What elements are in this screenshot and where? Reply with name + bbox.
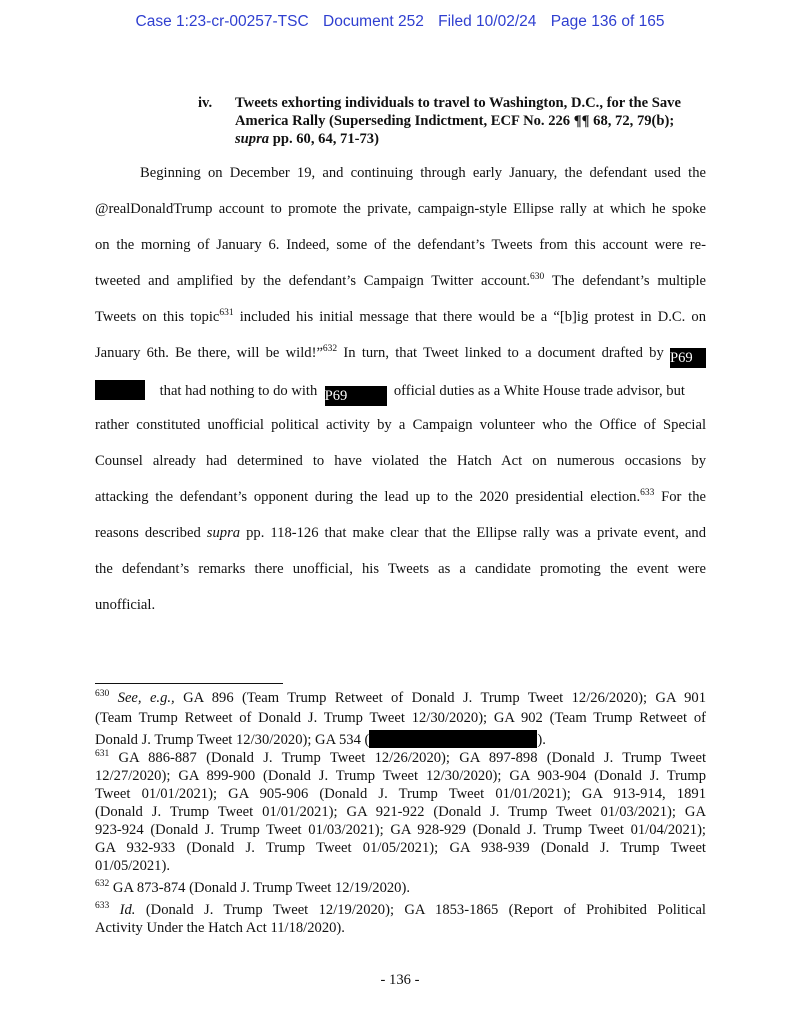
footnote-text: Donald J. Trump Tweet 12/30/2020); GA 534 ( bbox=[95, 732, 370, 748]
body-text: January 6th. Be there, will be wild!” bbox=[95, 345, 323, 361]
section-number: iv. bbox=[198, 95, 213, 111]
body-line bbox=[95, 308, 706, 326]
footnote-number: 630 bbox=[95, 689, 110, 699]
body-text: For the bbox=[654, 489, 706, 505]
footnote-line: Activity Under the Hatch Act 11/18/2020). bbox=[95, 920, 345, 936]
footnote-line: 12/27/2020); GA 899-900 (Donald J. Trump Tweet 12/30/2020); GA 903-904 (Donald J. Trump bbox=[95, 768, 706, 784]
footnote-number: 631 bbox=[95, 749, 110, 759]
footnote-line bbox=[95, 730, 706, 749]
footnote-line bbox=[95, 690, 706, 707]
footnote-line bbox=[95, 750, 706, 767]
footnote-number: 633 bbox=[95, 901, 110, 911]
body-line bbox=[95, 524, 706, 542]
section-title bbox=[235, 94, 715, 148]
footnote-line: (Donald J. Trump Tweet 01/01/2021); GA 921-922 (Donald J. Trump Tweet 01/03/2021); GA bbox=[95, 804, 706, 820]
page-count: Page 136 of 165 bbox=[550, 13, 665, 30]
body-text: Tweets on this topic bbox=[95, 309, 220, 325]
footnote-line bbox=[95, 902, 706, 919]
body-line: on the morning of January 6. Indeed, some of the defendant’s Tweets from this account were re- bbox=[95, 237, 706, 253]
footnote-text: ). bbox=[537, 732, 546, 748]
footnote-line: GA 932-933 (Donald J. Trump Tweet 01/05/2021); GA 938-939 (Donald J. Trump Tweet bbox=[95, 840, 706, 856]
page-number: - 136 - bbox=[380, 972, 420, 988]
filed-date: Filed 10/02/24 bbox=[438, 13, 537, 30]
body-text: that had nothing to do with bbox=[159, 383, 318, 399]
body-line: Counsel already had determined to have violated the Hatch Act on numerous occasions by bbox=[95, 453, 706, 469]
body-text: tweeted and amplified by the defendant’s Campaign Twitter account. bbox=[95, 273, 531, 289]
body-line: Beginning on December 19, and continuing through early January, the defendant used the bbox=[140, 165, 706, 181]
document-number: Document 252 bbox=[323, 13, 424, 30]
redaction-box bbox=[95, 380, 145, 400]
body-text: included his initial message that there would be a “[b]ig protest in D.C. on bbox=[233, 309, 706, 325]
body-text: reasons described bbox=[95, 525, 207, 541]
body-line: the defendant’s remarks there unofficial, his Tweets as a candidate promoting the event were bbox=[95, 561, 706, 577]
section-title-line: America Rally (Superseding Indictment, ECF No. 226 ¶¶ 68, 72, 79(b); bbox=[235, 113, 675, 129]
body-text: The defendant’s multiple bbox=[544, 273, 706, 289]
body-line bbox=[95, 344, 706, 368]
footnote-ref: 632 bbox=[322, 344, 338, 354]
footnote-divider bbox=[95, 683, 283, 684]
ecf-header bbox=[0, 13, 800, 31]
footnote-text: GA 886-887 (Donald J. Trump Tweet 12/26/2020); GA 897-898 (Donald J. Trump Tweet bbox=[109, 750, 706, 766]
italic-text: See, e.g., bbox=[109, 690, 175, 706]
body-line bbox=[95, 380, 706, 406]
footnote-text: (Donald J. Trump Tweet 12/19/2020); GA 1853-1865 (Report of Prohibited Political bbox=[135, 902, 706, 918]
body-text: official duties as a White House trade advisor, but bbox=[393, 383, 685, 399]
body-text: pp. 118-126 that make clear that the Ellipse rally was a private event, and bbox=[240, 525, 706, 541]
body-line bbox=[95, 488, 706, 506]
footnote-line: 01/05/2021). bbox=[95, 858, 170, 874]
footnote-line: 923-924 (Donald J. Trump Tweet 01/03/2021); GA 928-929 (Donald J. Trump Tweet 01/04/2021); bbox=[95, 822, 706, 838]
footnote-text: GA 896 (Team Trump Retweet of Donald J. Trump Tweet 12/26/2020); GA 901 bbox=[174, 690, 706, 706]
footnote-ref: 633 bbox=[640, 488, 655, 498]
italic-text: supra bbox=[206, 525, 241, 541]
body-line: @realDonaldTrump account to promote the private, campaign-style Ellipse rally at which he spoke bbox=[95, 201, 706, 217]
body-line: rather constituted unofficial political activity by a Campaign volunteer who the Office of Special bbox=[95, 417, 706, 433]
footnote-line: Tweet 01/01/2021); GA 905-906 (Donald J. Trump Tweet 01/01/2021); GA 913-914, 1891 bbox=[95, 786, 706, 802]
footnote-text: GA 873-874 (Donald J. Trump Tweet 12/19/2020). bbox=[109, 880, 410, 896]
footnote-number: 632 bbox=[95, 879, 110, 889]
footnote-ref: 630 bbox=[530, 272, 545, 282]
redaction-box bbox=[369, 730, 537, 748]
italic-text: supra bbox=[235, 131, 270, 147]
redaction-box: P69 bbox=[670, 348, 706, 368]
redaction-box: P69 bbox=[325, 386, 387, 406]
case-number: Case 1:23-cr-00257-TSC bbox=[135, 13, 309, 30]
footnote-ref: 631 bbox=[219, 308, 234, 318]
footnote-line bbox=[95, 880, 706, 897]
body-line: unofficial. bbox=[95, 597, 156, 613]
footnote-line: (Team Trump Retweet of Donald J. Trump Tweet 12/30/2020); GA 902 (Team Trump Retweet of bbox=[95, 710, 706, 726]
italic-text: Id. bbox=[109, 902, 136, 918]
body-text: attacking the defendant’s opponent during the lead up to the 2020 presidential election. bbox=[95, 489, 641, 505]
section-title-line: supra pp. 60, 64, 71-73) bbox=[235, 131, 379, 147]
body-line bbox=[95, 272, 706, 290]
body-text: In turn, that Tweet linked to a document drafted by bbox=[337, 345, 664, 361]
section-title-line: Tweets exhorting individuals to travel to Washington, D.C., for the Save bbox=[235, 95, 681, 111]
